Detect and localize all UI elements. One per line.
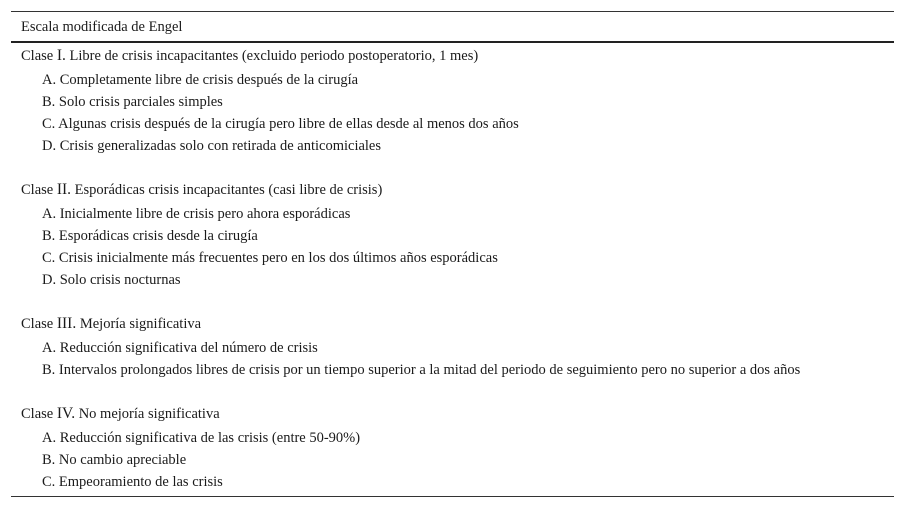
class-numeral: II.: [56, 181, 72, 198]
list-item: A. Completamente libre de crisis después de la cirugía: [42, 72, 359, 88]
list-item: B. No cambio apreciable: [42, 452, 187, 468]
class-title: Mejoría significativa: [76, 316, 202, 332]
list-item: C. Crisis inicialmente más frecuentes pero en los dos últimos años esporádicas: [42, 250, 498, 266]
list-item: B. Intervalos prolongados libres de crisis por un tiempo superior a la mitad del periodo de seguimiento pero no superior a dos años: [42, 362, 801, 378]
class-prefix: Clase: [21, 316, 57, 332]
list-item: A. Reducción significativa de las crisis (entre 50-90%): [42, 430, 361, 446]
list-item: A. Inicialmente libre de crisis pero ahora esporádicas: [42, 206, 351, 222]
class-row: [21, 47, 478, 65]
list-item: C. Algunas crisis después de la cirugía pero libre de ellas desde al menos dos años: [42, 116, 519, 132]
list-item: D. Solo crisis nocturnas: [42, 272, 181, 288]
class-title: No mejoría significativa: [75, 406, 220, 422]
class-row: [21, 315, 201, 333]
class-numeral: IV.: [56, 405, 76, 422]
class-row: [21, 181, 382, 199]
table-header: [11, 12, 894, 43]
list-item: D. Crisis generalizadas solo con retirada de anticomiciales: [42, 138, 382, 154]
list-item: C. Empeoramiento de las crisis: [42, 474, 223, 490]
class-prefix: Clase: [21, 182, 57, 198]
list-item: A. Reducción significativa del número de crisis: [42, 340, 318, 356]
class-numeral: I.: [56, 47, 66, 64]
engel-scale-table: [11, 11, 894, 497]
table-header-title: Escala modificada de Engel: [21, 19, 183, 35]
list-item: B. Esporádicas crisis desde la cirugía: [42, 228, 258, 244]
class-title: Libre de crisis incapacitantes (excluido periodo postoperatorio, 1 mes): [65, 48, 479, 64]
class-prefix: Clase: [21, 406, 57, 422]
list-item: B. Solo crisis parciales simples: [42, 94, 223, 110]
class-title: Esporádicas crisis incapacitantes (casi libre de crisis): [71, 182, 383, 198]
class-prefix: Clase: [21, 48, 57, 64]
class-row: [21, 405, 220, 423]
class-numeral: III.: [56, 315, 77, 332]
